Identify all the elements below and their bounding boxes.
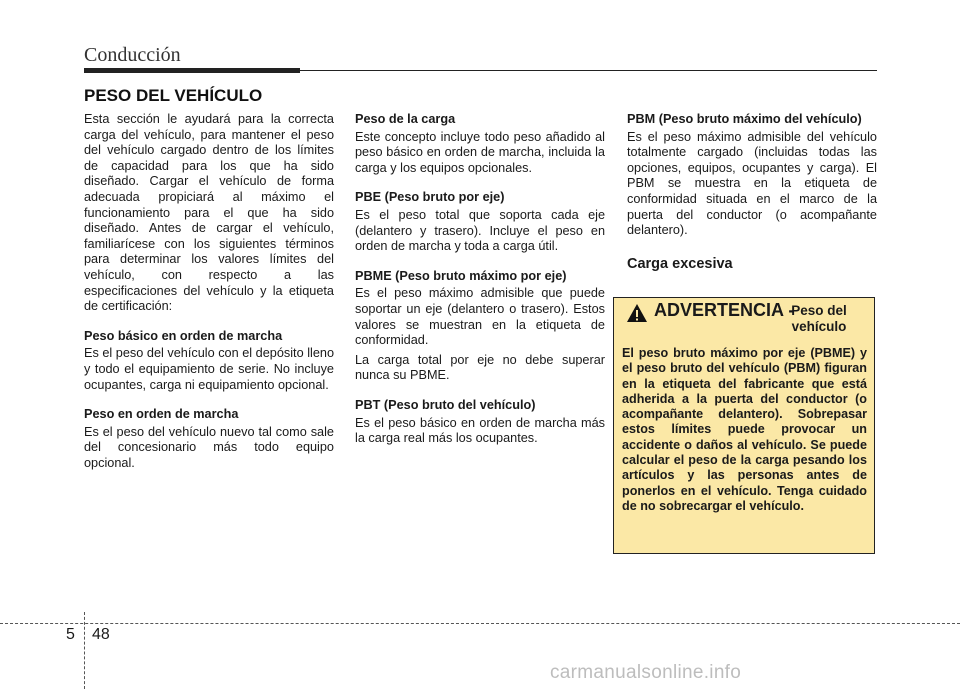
- intro-paragraph: Esta sección le ayudará para la correcta carga del vehículo, para mantener el peso del vehículo cargado dentro de los límites de capacidad para los que ha sido diseñado. Cargar el vehículo de forma adecuada propiciará al máximo el funcionamiento para el que ha sido diseñado. Antes de cargar el vehículo, familiarícese con los siguientes términos para determinar los valores límites del vehículo, con respecto a las especificaciones del vehículo y la etiqueta de certificación:: [84, 112, 334, 314]
- heading-peso-carga: Peso de la carga: [355, 112, 456, 126]
- page-number: 48: [92, 626, 110, 643]
- column-3: [627, 112, 877, 288]
- warning-subtitle: Peso del vehículo: [791, 303, 847, 334]
- footer-vertical-divider: [84, 612, 85, 689]
- warning-triangle-icon: [626, 303, 648, 323]
- paragraph-peso-orden-marcha: Es el peso del vehículo nuevo tal como sale del concesionario más todo equipo opcional.: [84, 424, 334, 470]
- watermark: carmanualsonline.info: [550, 662, 742, 683]
- warning-box: [613, 297, 875, 554]
- heading-peso-basico: Peso básico en orden de marcha: [84, 328, 283, 343]
- heading-pbm: PBM (Peso bruto máximo del vehículo): [627, 112, 862, 126]
- paragraph-pbme-limit: La carga total por eje no debe superar nunca su PBME.: [355, 352, 605, 383]
- heading-pbe: PBE (Peso bruto por eje): [355, 190, 505, 205]
- heading-pbme: PBME (Peso bruto máximo por eje): [355, 268, 567, 283]
- section-header: Conducción: [84, 44, 181, 66]
- paragraph-peso-basico: Es el peso del vehículo con el depósito lleno y todo el equipamiento de serie. No incluye ocupantes, carga ni equipamiento opcional.: [84, 346, 334, 392]
- paragraph-pbt: Es el peso básico en orden de marcha más la carga real más los ocupantes.: [355, 415, 605, 446]
- subheading-carga-excesiva: Carga excesiva: [627, 255, 733, 272]
- header-bar-thin: [300, 70, 877, 71]
- chapter-number: 5: [66, 626, 75, 643]
- heading-peso-orden-marcha: Peso en orden de marcha: [84, 407, 239, 422]
- paragraph-pbe: Es el peso total que soporta cada eje (delantero y trasero). Incluye el peso en orden de marcha y toda a carga útil.: [355, 207, 605, 254]
- paragraph-pbm: Es el peso máximo admisible del vehículo totalmente cargado (incluidas todas las opciones, equipos, ocupantes y carga). El PBM se muestra en la etiqueta de conformidad situada en el marco de la puerta del conductor (o acompañante delantero).: [627, 129, 877, 238]
- warning-body: El peso bruto máximo por eje (PBME) y el peso bruto del vehículo (PBM) figuran en la etiqueta del fabricante que está adherida a la puerta del conductor (o acompañante delantero). Sobrepasar estos límites puede provocar un accidente o daños al vehículo. Se puede calcular el peso de la carga pesando los artículos y las personas antes de ponerlos en el vehículo. Tenga cuidado de no sobrecargar el vehículo.: [622, 346, 867, 513]
- heading-pbt: PBT (Peso bruto del vehículo): [355, 397, 536, 412]
- paragraph-pbme: Es el peso máximo admisible que puede soportar un eje (delantero o trasero). Estos valores se muestran en la etiqueta de conformidad.: [355, 286, 605, 348]
- warning-title: ADVERTENCIA -: [654, 300, 795, 320]
- page-title: PESO DEL VEHÍCULO: [84, 86, 263, 105]
- column-1: [84, 112, 334, 481]
- paragraph-peso-carga: Este concepto incluye todo peso añadido al peso básico en orden de marcha, incluida la carga y los equipos opcionales.: [355, 129, 605, 175]
- header-bar-thick: [84, 68, 300, 73]
- footer-divider: [0, 623, 960, 624]
- column-2: [355, 112, 605, 457]
